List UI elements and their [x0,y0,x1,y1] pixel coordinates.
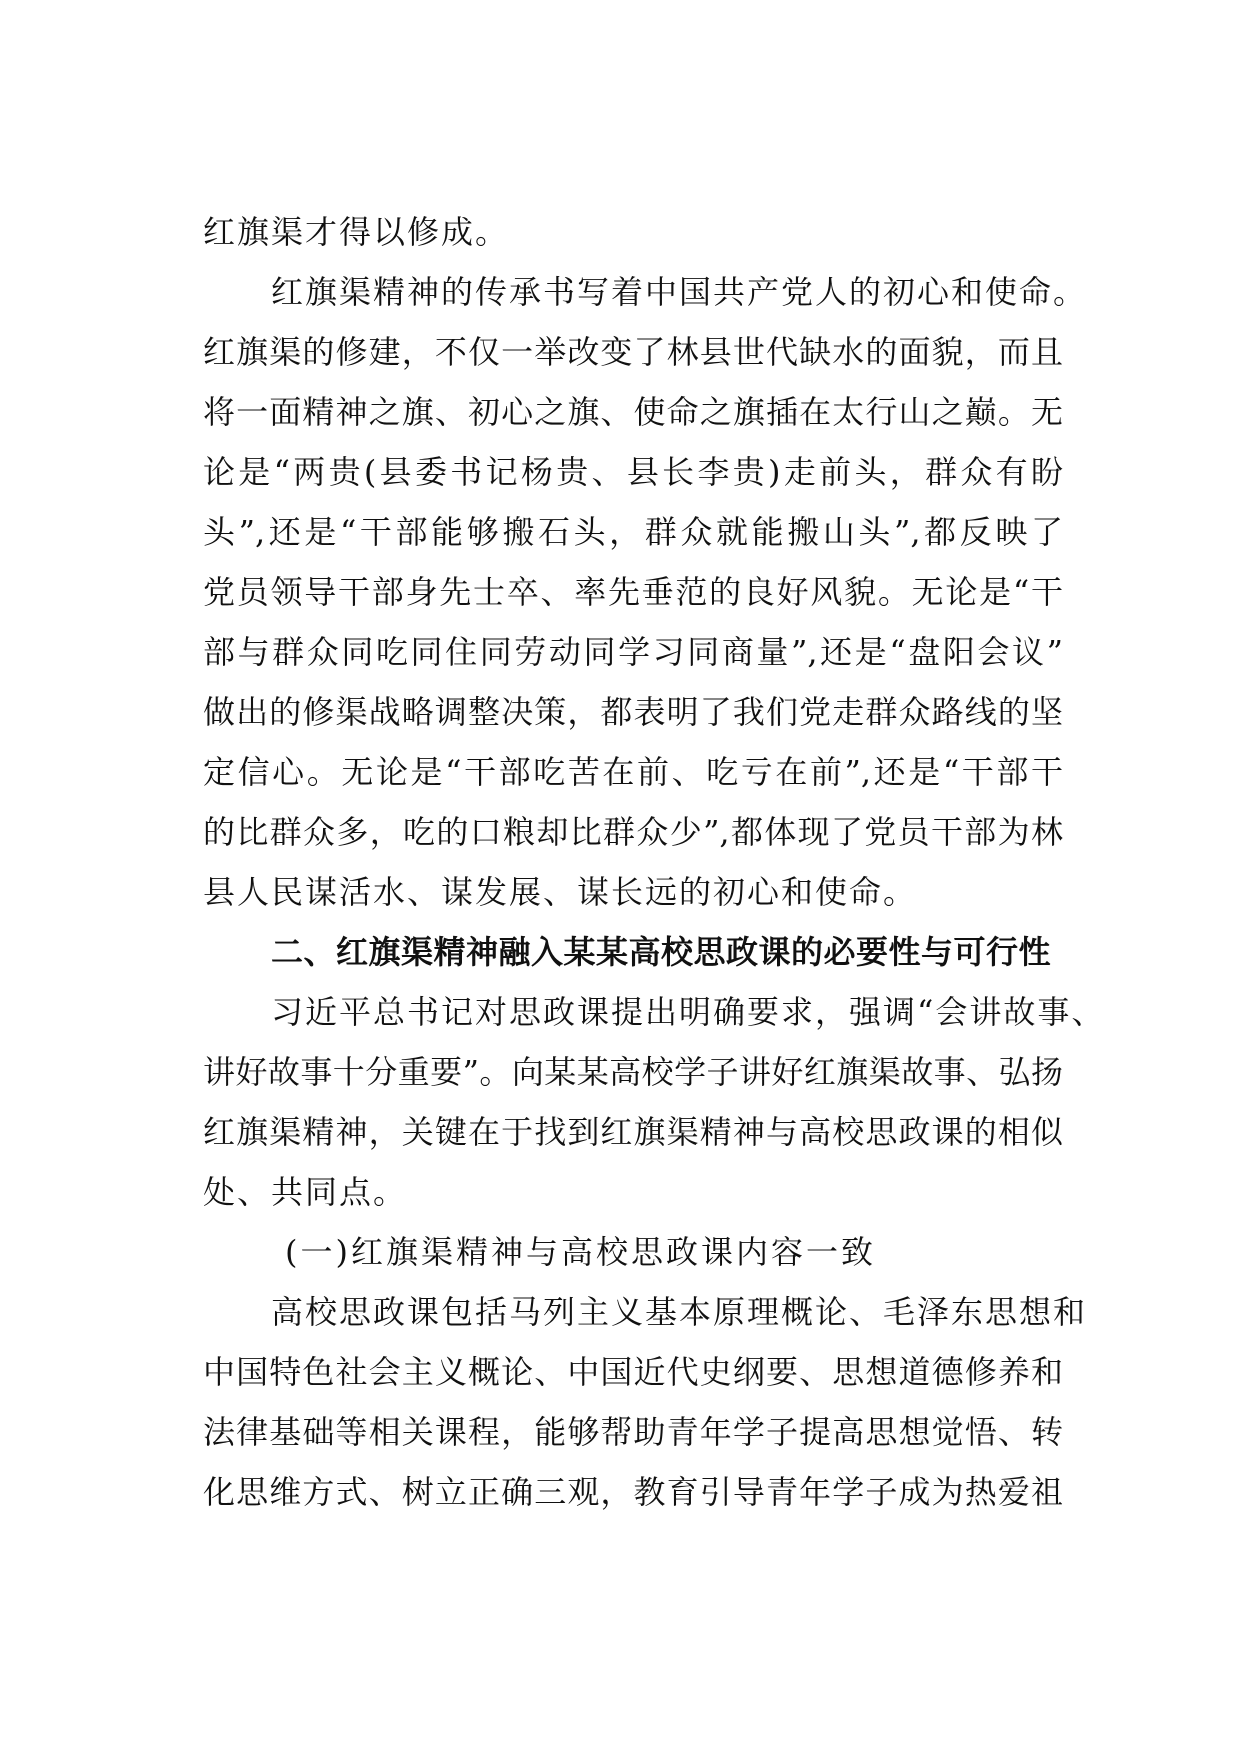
subsection-heading: (一)红旗渠精神与高校思政课内容一致 [285,1233,876,1271]
text-line: 中国特色社会主义概论、中国近代史纲要、思想道德修养和 [203,1353,1063,1391]
paragraph-first-line: 红旗渠精神的传承书写着中国共产党人的初心和使命。 [271,273,1088,311]
paragraph-first-line: 高校思政课包括马列主义基本原理概论、毛泽东思想和 [271,1293,1088,1331]
text-line: 处、共同点。 [203,1173,408,1211]
text-line: 红旗渠的修建，不仅一举改变了林县世代缺水的面貌，而且 [203,333,1063,371]
paragraph-first-line: 习近平总书记对思政课提出明确要求，强调“会讲故事、 [271,993,1106,1031]
text-line: 论是“两贵(县委书记杨贵、县长李贵)走前头，群众有盼 [203,453,1063,491]
text-line: 头”,还是“干部能够搬石头，群众就能搬山头”,都反映了 [203,513,1063,551]
text-line: 县人民谋活水、谋发展、谋长远的初心和使命。 [203,873,918,911]
text-line: 定信心。无论是“干部吃苦在前、吃亏在前”,还是“干部干 [203,753,1063,791]
section-heading: 二、红旗渠精神融入某某高校思政课的必要性与可行性 [271,933,1052,971]
text-line: 的比群众多，吃的口粮却比群众少”,都体现了党员干部为林 [203,813,1063,851]
text-line: 化思维方式、树立正确三观，教育引导青年学子成为热爱祖 [203,1473,1063,1511]
text-line: 党员领导干部身先士卒、率先垂范的良好风貌。无论是“干 [203,573,1063,611]
text-line: 讲好故事十分重要”。向某某高校学子讲好红旗渠故事、弘扬 [203,1053,1063,1091]
text-line: 红旗渠才得以修成。 [203,213,510,251]
text-line: 部与群众同吃同住同劳动同学习同商量”,还是“盘阳会议” [203,633,1063,671]
text-line: 做出的修渠战略调整决策，都表明了我们党走群众路线的坚 [203,693,1063,731]
text-line: 将一面精神之旗、初心之旗、使命之旗插在太行山之巅。无 [203,393,1063,431]
text-line: 法律基础等相关课程，能够帮助青年学子提高思想觉悟、转 [203,1413,1063,1451]
text-line: 红旗渠精神，关键在于找到红旗渠精神与高校思政课的相似 [203,1113,1063,1151]
